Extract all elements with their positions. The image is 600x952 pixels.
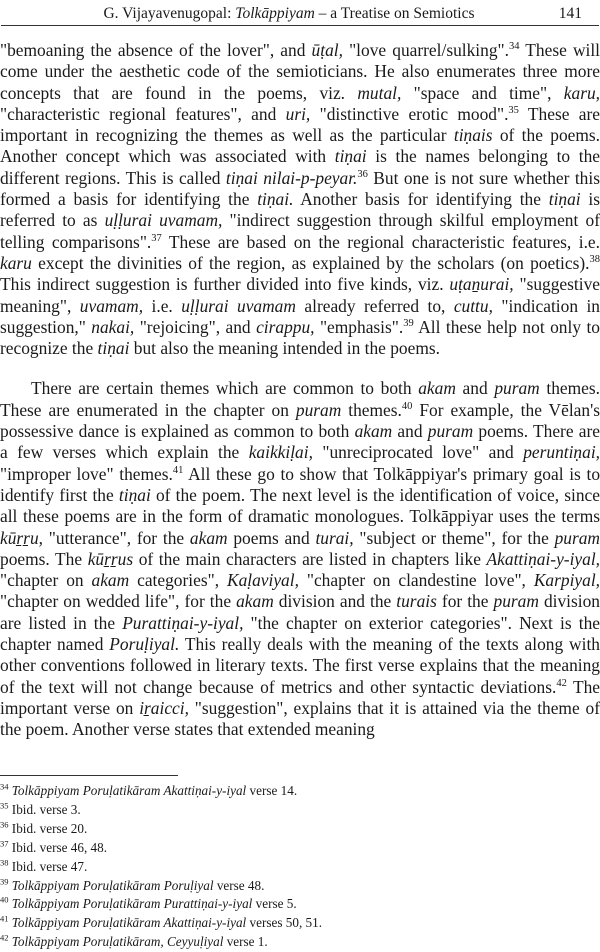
text-run: is referred to as bbox=[0, 189, 600, 230]
italic-term: akam bbox=[236, 591, 274, 611]
text-run: "suggestive meaning", bbox=[0, 274, 600, 315]
italic-term: Tolkāppiyam Poruḷatikāram, Ceyyuḷiyal bbox=[12, 934, 224, 949]
italic-term: puram bbox=[428, 421, 473, 441]
italic-term: mutal, bbox=[357, 83, 401, 103]
footnote-separator bbox=[0, 775, 178, 776]
text-run: of the main characters are listed in chapters like bbox=[133, 549, 486, 569]
italic-term: kaikkiḷai, bbox=[249, 442, 313, 462]
text-run: poems. There are a few verses which explain the bbox=[0, 421, 600, 462]
text-run: categories", bbox=[129, 570, 227, 590]
footnote-reference: 34 bbox=[509, 41, 520, 52]
footnote-item bbox=[0, 782, 600, 801]
text-run: "indication in suggestion," bbox=[0, 296, 600, 337]
text-run: "space and time", bbox=[401, 83, 563, 103]
text-run: "rejoicing", and bbox=[134, 317, 256, 337]
footnote-number: 40 bbox=[0, 895, 9, 905]
italic-term: akam bbox=[92, 570, 130, 590]
text-run: already referred to, bbox=[296, 296, 454, 316]
italic-term: Kaḷaviyal, bbox=[227, 570, 299, 590]
footnote-number: 37 bbox=[0, 838, 9, 848]
text-run: division and the bbox=[274, 591, 397, 611]
italic-term: cuttu, bbox=[454, 296, 493, 316]
header-subtitle: – a Treatise on Semiotics bbox=[315, 5, 475, 22]
text-run: and bbox=[392, 421, 428, 441]
text-run: division are listed in the bbox=[0, 591, 600, 632]
italic-term: turais bbox=[396, 591, 437, 611]
text-run: for the bbox=[437, 591, 494, 611]
footnote-reference: 37 bbox=[151, 233, 162, 244]
text-run: For example, the Vēlan's possessive dance is explained as common to both bbox=[0, 400, 600, 441]
running-title bbox=[0, 3, 578, 25]
italic-term: Karpiyal, bbox=[534, 570, 600, 590]
footnote-item bbox=[0, 877, 600, 896]
text-run: "characteristic regional features", and bbox=[0, 104, 286, 124]
italic-term: nakai, bbox=[91, 317, 134, 337]
text-run: "emphasis". bbox=[315, 317, 404, 337]
footnote-item bbox=[0, 820, 600, 839]
italic-term: puram bbox=[494, 591, 539, 611]
footnote-number: 36 bbox=[0, 819, 9, 829]
header-book-title: Tolkāppiyam bbox=[235, 5, 315, 22]
text-run: "chapter on clandestine love", bbox=[299, 570, 534, 590]
text-run: "chapter on wedded life", for the bbox=[0, 591, 236, 611]
italic-term: Tolkāppiyam Poruḷatikāram Akattiṇai-y-iyal bbox=[12, 783, 246, 798]
footnote-item bbox=[0, 914, 600, 933]
footnote-item bbox=[0, 801, 600, 820]
text-run: Ibid. verse 47. bbox=[12, 859, 87, 874]
text-run: "love quarrel/sulking". bbox=[343, 40, 509, 60]
italic-term: tiṇais bbox=[454, 125, 493, 145]
footnote-item bbox=[0, 933, 600, 952]
italic-term: Tolkāppiyam Poruḷatikāram Purattiṇai-y-iyal bbox=[12, 896, 253, 911]
body-paragraph bbox=[0, 40, 600, 359]
text-run: "unreciprocated love" and bbox=[313, 442, 523, 462]
italic-term: karu bbox=[0, 253, 32, 273]
text-run: These are based on the regional characteristic features, i.e. bbox=[162, 232, 600, 252]
italic-term: uri, bbox=[286, 104, 311, 124]
italic-term: puram bbox=[494, 378, 539, 398]
footnote-reference: 42 bbox=[556, 678, 567, 689]
italic-term: kūṟṟus bbox=[88, 549, 133, 569]
italic-term: cirappu, bbox=[256, 317, 314, 337]
footnote-reference: 35 bbox=[508, 105, 519, 116]
text-run: verses 50, 51. bbox=[246, 915, 322, 930]
footnote-number: 34 bbox=[0, 782, 9, 792]
italic-term: puram bbox=[555, 528, 600, 548]
text-run: The important verse on bbox=[0, 677, 600, 718]
italic-term: uvamam, bbox=[80, 296, 143, 316]
text-run: "distinctive erotic mood". bbox=[310, 104, 508, 124]
text-run: "utterance", for the bbox=[43, 528, 190, 548]
text-run: except the divinities of the region, as explained by the scholars (on poetics). bbox=[32, 253, 590, 273]
text-run: "indirect suggestion through skilful employment of telling comparisons". bbox=[0, 210, 600, 251]
italic-term: uḷḷurai uvamam, bbox=[105, 210, 223, 230]
text-run: This indirect suggestion is further divided into five kinds, viz. bbox=[0, 274, 449, 294]
text-run: Ibid. verse 20. bbox=[12, 821, 87, 836]
italic-term: karu, bbox=[564, 83, 600, 103]
text-run: All these help not only to recognize the bbox=[0, 317, 600, 358]
text-run: poems and bbox=[228, 528, 316, 548]
text-run: Another basis for identifying the bbox=[293, 189, 548, 209]
text-run: This really deals with the meaning of the texts along with other conventions followed in literary texts. The first verse explains that the meaning of the text will not change because of metrics and other syntactic deviations. bbox=[0, 634, 600, 697]
italic-term: Purattiṇai-y-iyal, bbox=[122, 613, 243, 633]
footnote-item bbox=[0, 858, 600, 877]
italic-term: tiṇai bbox=[98, 338, 130, 358]
footnote-number: 35 bbox=[0, 801, 9, 811]
italic-term: uṭaṉurai, bbox=[449, 274, 513, 294]
text-run: "suggestion", explains that it is attained via the theme of the poem. Another verse states that extended meaning bbox=[0, 698, 600, 739]
text-run: Ibid. verse 3. bbox=[12, 802, 81, 817]
running-header bbox=[0, 3, 600, 25]
text-run: of the poem. The next level is the identification of voice, since all these poems are in the form of dramatic monologues. Tolkāppiyar uses the terms bbox=[0, 485, 600, 526]
italic-term: puram bbox=[296, 400, 341, 420]
italic-term: tiṇai bbox=[335, 146, 367, 166]
text-run: "chapter on bbox=[0, 570, 92, 590]
footnote-item bbox=[0, 895, 600, 914]
footnote-number: 38 bbox=[0, 857, 9, 867]
text-run: verse 1. bbox=[223, 934, 267, 949]
text-run: i.e. bbox=[143, 296, 181, 316]
footnote-number: 39 bbox=[0, 876, 9, 886]
italic-term: iṟaicci, bbox=[139, 698, 189, 718]
italic-term: akam bbox=[355, 421, 393, 441]
header-rule bbox=[1, 25, 599, 26]
italic-term: Poruḷiyal. bbox=[109, 634, 179, 654]
footnote-reference: 38 bbox=[590, 254, 600, 265]
footnote-reference: 39 bbox=[403, 318, 414, 329]
text-run: verse 48. bbox=[214, 878, 265, 893]
italic-term: akam bbox=[418, 378, 456, 398]
header-author: G. Vijayavenugopal: bbox=[103, 5, 235, 22]
body-text bbox=[0, 40, 600, 741]
footnote-number: 42 bbox=[0, 933, 9, 943]
footnote-number: 41 bbox=[0, 914, 9, 924]
text-run: verse 14. bbox=[246, 783, 297, 798]
footnote-reference: 41 bbox=[173, 465, 184, 476]
italic-term: tiṇai bbox=[549, 189, 581, 209]
footnote-reference: 40 bbox=[402, 401, 413, 412]
italic-term: tiṇai bbox=[119, 485, 151, 505]
body-paragraph bbox=[0, 378, 600, 740]
text-run: is the names belonging to the different regions. This is called bbox=[0, 146, 600, 187]
italic-term: Tolkāppiyam Poruḷatikāram Akattiṇai-y-iyal bbox=[12, 915, 246, 930]
italic-term: tiṇai. bbox=[257, 189, 293, 209]
text-run: These will come under the aesthetic code of the semioticians. He also enumerates three more concepts that are found in the poems, viz. bbox=[0, 40, 600, 103]
text-run: of the poems. Another concept which was associated with bbox=[0, 125, 600, 166]
italic-term: akam bbox=[190, 528, 228, 548]
text-run: "the chapter on exterior categories". Next is the chapter named bbox=[0, 613, 600, 654]
italic-term: kūṟṟu, bbox=[0, 528, 43, 548]
text-run: themes. These are enumerated in the chapter on bbox=[0, 378, 600, 419]
italic-term: Tolkāppiyam Poruḷatikāram Poruḷiyal bbox=[12, 878, 214, 893]
italic-term: tiṇai nilai-p-peyar. bbox=[226, 168, 357, 188]
footnote-reference: 36 bbox=[357, 169, 368, 180]
text-run: But one is not sure whether this formed a basis for identifying the bbox=[0, 168, 600, 209]
italic-term: ūṭal, bbox=[312, 40, 343, 60]
text-run: verse 5. bbox=[252, 896, 296, 911]
text-run: "improper love" themes. bbox=[0, 464, 173, 484]
italic-term: peruntiṇai, bbox=[523, 442, 600, 462]
footnotes bbox=[0, 782, 600, 952]
italic-term: turai, bbox=[315, 528, 353, 548]
text-run: There are certain themes which are common to both bbox=[31, 378, 418, 398]
text-run: and bbox=[456, 378, 494, 398]
text-run: Ibid. verse 46, 48. bbox=[12, 840, 107, 855]
text-run: themes. bbox=[341, 400, 402, 420]
text-run: All these go to show that Tolkāppiyar's primary goal is to identify first the bbox=[0, 464, 600, 505]
italic-term: uḷḷurai uvamam bbox=[181, 296, 296, 316]
page-number: 141 bbox=[559, 3, 582, 25]
footnote-item bbox=[0, 839, 600, 858]
text-run: but also the meaning intended in the poems. bbox=[129, 338, 440, 358]
italic-term: Akattiṇai-y-iyal, bbox=[487, 549, 600, 569]
text-run: "subject or theme", for the bbox=[354, 528, 555, 548]
text-run: "bemoaning the absence of the lover", and bbox=[0, 40, 312, 60]
text-run: poems. The bbox=[0, 549, 88, 569]
text-run: These are important in recognizing the themes as well as the particular bbox=[0, 104, 600, 145]
